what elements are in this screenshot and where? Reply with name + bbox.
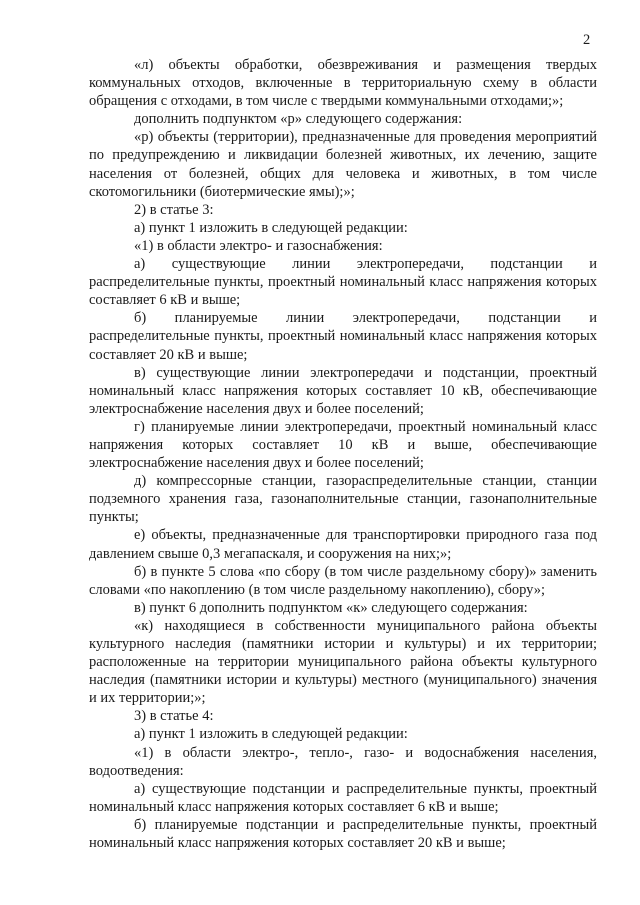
paragraph-subitem-k: «к) находящиеся в собственности муниципального района объекты культурного наследия (памятники истории и культуры) и их территории; расположенные на территории муниципального района объекты культурного наследия (памятники истории и культуры) местного (муниципального) значения и их территории;»; (89, 617, 597, 707)
paragraph-subitem-l: «л) объекты обработки, обезвреживания и размещения твердых коммунальных отходов, включенные в территориальную схему в области обращения с отходами, в том числе с твердыми коммунальными отходами;»; (89, 57, 597, 110)
paragraph-energy-v: в) существующие линии электропередачи и подстанции, проектный номинальный класс напряжения которых составляет 10 кВ, обеспечивающие электроснабжение населения двух и более поселений; (89, 364, 597, 417)
paragraph-subitem-r: «р) объекты (территории), предназначенные для проведения мероприятий по предупреждению и ликвидации болезней животных, их лечению, защите населения от болезней, общих для человека и животных, в том числе скотомогильники (биотермические ямы);»; (89, 129, 597, 200)
paragraph-utilities-a: а) существующие подстанции и распределительные пункты, проектный номинальный класс напряжения которых составляет 6 кВ и выше; (89, 780, 597, 815)
paragraph-energy-e: е) объекты, предназначенные для транспортировки природного газа под давлением свыше 0,3 мегапаскаля, и сооружения на них;»; (89, 527, 597, 562)
paragraph-article-3-item-a: а) пункт 1 изложить в следующей редакции: (134, 219, 408, 236)
paragraph-article-4: 3) в статье 4: (134, 708, 214, 725)
paragraph-energy-a: а) существующие линии электропередачи, подстанции и распределительные пункты, проектный номинальный класс напряжения которых составляет 6 кВ и выше; (89, 256, 597, 309)
paragraph-add-subitem-r: дополнить подпунктом «р» следующего содержания: (134, 111, 463, 128)
paragraph-utilities-heading: «1) в области электро-, тепло-, газо- и водоснабжения населения, водоотведения: (89, 744, 597, 779)
document-body (89, 56, 597, 852)
paragraph-article-3-item-v: в) пункт 6 дополнить подпунктом «к» следующего содержания: (134, 599, 528, 616)
paragraph-article-3-item-b: б) в пункте 5 слова «по сбору (в том числе раздельному сбору)» заменить словами «по накоплению (в том числе раздельному накоплению), сбору»; (89, 563, 597, 598)
page-number: 2 (583, 32, 591, 48)
paragraph-utilities-b: б) планируемые подстанции и распределительные пункты, проектный номинальный класс напряжения которых составляет 20 кВ и выше; (89, 816, 597, 852)
paragraph-energy-heading: «1) в области электро- и газоснабжения: (134, 237, 383, 254)
paragraph-energy-d: д) компрессорные станции, газораспределительные станции, станции подземного хранения газа, газонаполнительные станции, газонаполнительные пункты; (89, 473, 597, 526)
paragraph-energy-b: б) планируемые линии электропередачи, подстанции и распределительные пункты, проектный номинальный класс напряжения которых составляет 20 кВ и выше; (89, 310, 597, 363)
paragraph-energy-g: г) планируемые линии электропередачи, проектный номинальный класс напряжения которых составляет 10 кВ и выше, обеспечивающие электроснабжение населения двух и более поселений; (89, 418, 597, 472)
paragraph-article-3: 2) в статье 3: (134, 201, 214, 218)
paragraph-article-4-item-a: а) пункт 1 изложить в следующей редакции: (134, 726, 408, 743)
